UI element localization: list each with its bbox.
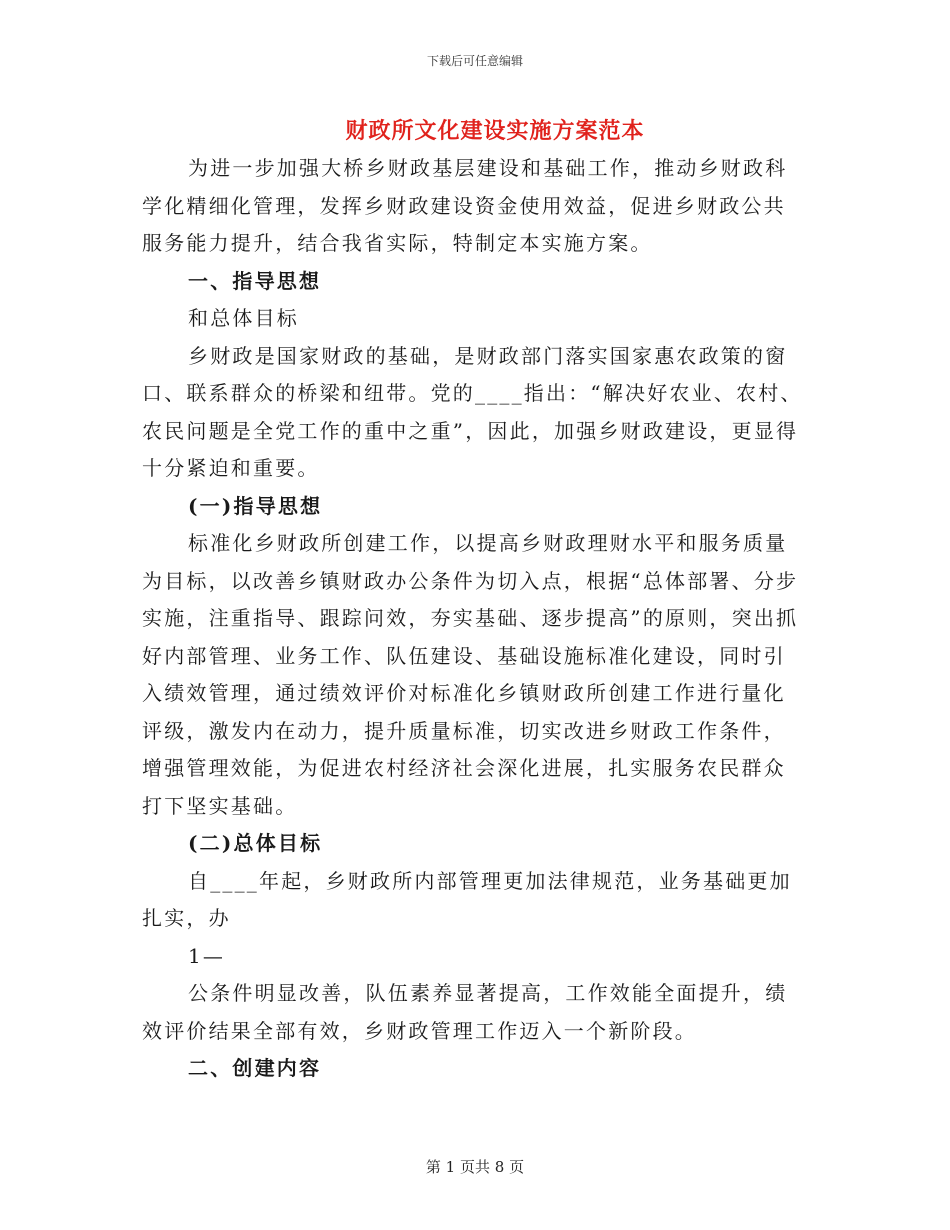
paragraph: 自____年起，乡财政所内部管理更加法律规范，业务基础更加扎实，办 — [142, 868, 792, 930]
document-title: 财政所文化建设实施方案范本 — [345, 118, 645, 144]
subsection-heading-2: (二)总体目标 — [188, 831, 323, 855]
paragraph: 标准化乡财政所创建工作，以提高乡财政理财水平和服务质量为目标，以改善乡镇财政办公条件为切入点，根据“总体部署、分步实施，注重指导、跟踪问效，夯实基础、逐步提高”的原则，突出抓好内部管理、业务工作、队伍建设、基础设施标准化建设，同时引入绩效管理，通过绩效评价对标准化乡镇财政所创建工作进行量化评级，激发内在动力，提升质量标准，切实改进乡财政工作条件，增强管理效能，为促进农村经济社会深化进展，扎实服务农民群众打下坚实基础。 — [142, 531, 799, 818]
section-heading-2: 二、创建内容 — [188, 1056, 322, 1080]
paragraph: 公条件明显改善，队伍素养显著提高，工作效能全面提升，绩效评价结果全部有效，乡财政管理工作迈入一个新阶段。 — [142, 981, 788, 1043]
page-footer: 第 1 页共 8 页 — [425, 1158, 525, 1176]
document-body — [142, 150, 807, 1088]
header-note: 下载后可任意编辑 — [426, 54, 523, 68]
subsection-heading-1: (一)指导思想 — [188, 493, 323, 518]
paragraph: 乡财政是国家财政的基础，是财政部门落实国家惠农政策的窗口、联系群众的桥梁和纽带。党的____指出：“解决好农业、农村、农民问题是全党工作的重中之重”，因此，加强乡财政建设，更显得十分紧迫和重要。 — [142, 343, 803, 480]
section-heading-1: 一、指导思想 — [188, 268, 322, 293]
paragraph: 和总体目标 — [188, 306, 299, 330]
page-marker: 1— — [188, 943, 226, 968]
intro-paragraph: 为进一步加强大桥乡财政基层建设和基础工作，推动乡财政科学化精细化管理，发挥乡财政建设资金使用效益，促进乡财政公共服务能力提升，结合我省实际，特制定本实施方案。 — [142, 156, 788, 255]
